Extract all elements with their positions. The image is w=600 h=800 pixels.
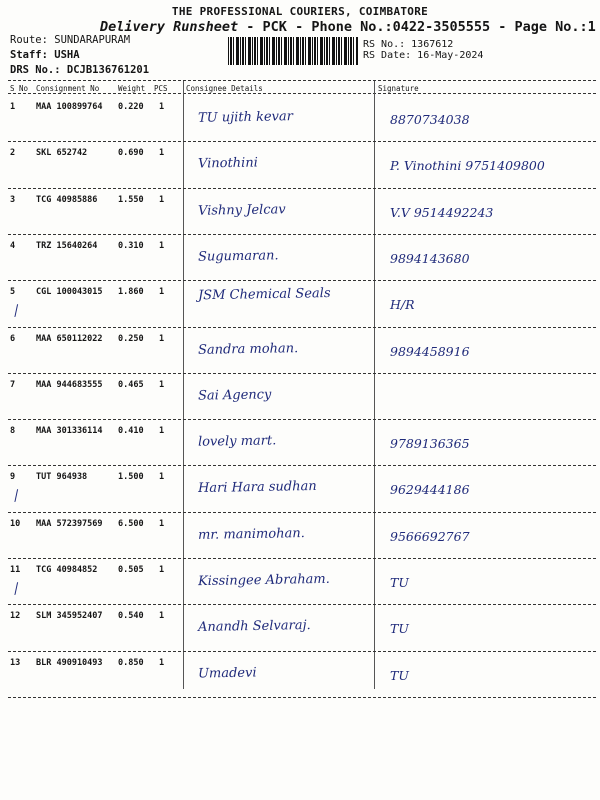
row-consignee: JSM Chemical Seals — [197, 286, 331, 304]
company-name: THE PROFESSIONAL COURIERS, COIMBATORE — [171, 5, 429, 18]
row-divider — [8, 697, 596, 698]
col-pcs: PCS — [154, 84, 168, 93]
row-signature: TU — [390, 667, 409, 683]
row-weight: 1.500 — [118, 472, 144, 483]
row-sno: 11 — [10, 565, 21, 575]
row-divider — [8, 651, 596, 652]
rs-date: RS Date: 16-May-2024 — [363, 50, 484, 61]
row-consignee: Vinothini — [197, 155, 258, 172]
row-consignment: TUT 964938 — [36, 472, 88, 483]
row-weight: 0.540 — [118, 611, 144, 622]
row-divider — [8, 280, 596, 281]
staff: Staff: USHA — [10, 49, 80, 61]
row-divider — [8, 188, 596, 189]
row-consignment: MAA 301336114 — [36, 426, 103, 437]
row-sno: 6 — [10, 333, 16, 344]
row-weight: 0.220 — [118, 102, 144, 112]
row-consignee: Vishny Jelcav — [197, 201, 286, 219]
row-pcs: 1 — [159, 102, 165, 112]
row-consignment: BLR 490910493 — [36, 657, 103, 668]
row-divider — [8, 512, 596, 513]
row-signature: 9789136365 — [390, 436, 470, 452]
row-signature: 8870734038 — [390, 112, 470, 127]
row-consignment: TCG 40985886 — [36, 194, 98, 205]
row-check-mark: / — [12, 580, 21, 598]
row-weight: 6.500 — [118, 518, 144, 529]
row-consignee: lovely mart. — [197, 433, 277, 450]
row-pcs: 1 — [159, 472, 165, 483]
row-pcs: 1 — [159, 148, 165, 159]
row-signature: 9894143680 — [390, 250, 470, 266]
row-consignee: mr. manimohan. — [197, 525, 305, 543]
row-weight: 0.690 — [118, 148, 144, 159]
title-rest: - PCK - Phone No.:0422-3505555 - Page No.:1 — [238, 19, 596, 35]
row-pcs: 1 — [159, 194, 165, 205]
row-consignment: SLM 345952407 — [36, 611, 103, 622]
row-consignment: SKL 652742 — [36, 148, 88, 159]
row-divider — [8, 419, 596, 420]
row-sno: 10 — [10, 518, 21, 529]
barcode — [228, 37, 358, 65]
row-weight: 0.310 — [118, 240, 144, 251]
row-signature: 9894458916 — [390, 343, 470, 359]
row-divider — [8, 373, 596, 374]
row-consignment: MAA 100899764 — [36, 102, 103, 112]
row-pcs: 1 — [159, 518, 165, 529]
row-weight: 0.850 — [118, 657, 144, 668]
runsheet-title — [100, 19, 596, 35]
row-signature: P. Vinothini 9751409800 — [390, 158, 545, 174]
row-pcs: 1 — [159, 240, 165, 251]
row-pcs: 1 — [159, 379, 165, 390]
row-consignee: Hari Hara sudhan — [197, 479, 317, 497]
row-consignment: MAA 944683555 — [36, 379, 103, 390]
row-consignee: Umadevi — [197, 665, 257, 682]
row-check-mark: / — [12, 302, 21, 320]
row-consignee: Kissingee Abraham. — [197, 571, 330, 590]
row-consignment: CGL 100043015 — [36, 287, 103, 298]
row-pcs: 1 — [159, 565, 165, 575]
row-weight: 0.465 — [118, 379, 144, 390]
row-weight: 1.550 — [118, 194, 144, 205]
row-divider — [8, 558, 596, 559]
row-weight: 1.860 — [118, 287, 144, 298]
row-weight: 0.505 — [118, 565, 144, 575]
row-sno: 3 — [10, 194, 16, 205]
row-signature: 9629444186 — [390, 482, 470, 498]
row-sno: 2 — [10, 148, 16, 159]
row-sno: 7 — [10, 379, 16, 390]
row-consignee: TU ujith kevar — [197, 109, 294, 126]
signature-column-border — [374, 81, 375, 689]
row-signature: V.V 9514492243 — [390, 204, 494, 220]
row-divider — [8, 465, 596, 466]
row-signature: H/R — [390, 297, 415, 313]
row-pcs: 1 — [159, 611, 165, 622]
row-sno: 1 — [10, 102, 16, 112]
row-divider — [8, 327, 596, 328]
row-sno: 12 — [10, 611, 21, 622]
route: Route: SUNDARAPURAM — [10, 34, 131, 46]
row-consignee: Sai Agency — [197, 387, 272, 404]
col-consignee: Consignee Details — [186, 84, 263, 93]
row-consignment: TCG 40984852 — [36, 565, 98, 575]
row-consignment: TRZ 15640264 — [36, 240, 98, 251]
title-italic: Delivery Runsheet — [100, 19, 239, 35]
row-signature: TU — [390, 575, 409, 590]
consignee-column-border — [183, 81, 184, 689]
row-pcs: 1 — [159, 657, 165, 668]
row-check-mark: / — [12, 488, 21, 505]
row-consignee: Sandra mohan. — [197, 340, 299, 358]
header-rule-top — [8, 80, 596, 81]
col-sno: S No — [10, 84, 29, 93]
row-divider — [8, 141, 596, 142]
row-divider — [8, 234, 596, 235]
row-sno: 9 — [10, 472, 16, 483]
row-consignee: Sugumaran. — [197, 248, 279, 265]
row-weight: 0.250 — [118, 333, 144, 344]
row-consignment: MAA 572397569 — [36, 518, 103, 529]
drs-number: DRS No.: DCJB136761201 — [10, 64, 150, 76]
row-sno: 13 — [10, 657, 21, 668]
row-divider — [8, 604, 596, 605]
row-pcs: 1 — [159, 287, 165, 298]
row-pcs: 1 — [159, 426, 165, 437]
rs-number: RS No.: 1367612 — [363, 39, 454, 50]
row-signature: 9566692767 — [390, 528, 470, 544]
row-consignee: Anandh Selvaraj. — [197, 618, 311, 636]
row-weight: 0.410 — [118, 426, 144, 437]
row-sno: 4 — [10, 240, 16, 251]
row-signature: TU — [390, 621, 409, 637]
header-rule-bottom — [8, 93, 596, 94]
col-signature: Signature — [378, 84, 419, 93]
col-weight: Weight — [118, 84, 146, 93]
col-consignment: Consignment No — [36, 84, 100, 93]
row-sno: 5 — [10, 287, 16, 298]
row-sno: 8 — [10, 426, 16, 437]
row-consignment: MAA 650112022 — [36, 333, 103, 344]
row-pcs: 1 — [159, 333, 165, 344]
